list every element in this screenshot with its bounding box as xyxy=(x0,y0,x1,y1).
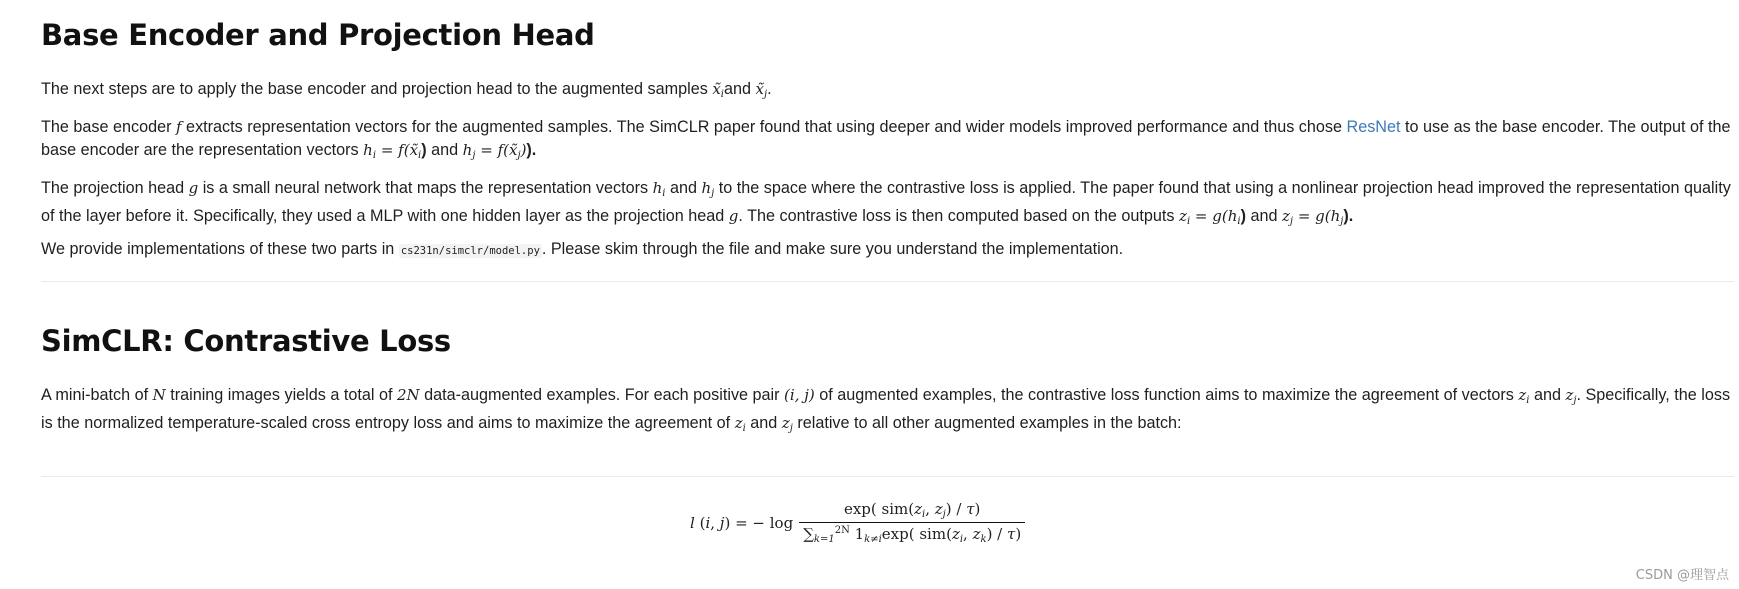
formula-denominator: $\sum_{k=1}^{2N}$ $1_{k\ne i}\exp$( $sim(z_i$, $z_k) / \tau$) xyxy=(799,522,1025,545)
paragraph-implementation: We provide implementations of these two parts in cs231n/simclr/model.py . Please skim through the file and make sure you understand the implementation. xyxy=(41,240,1124,258)
math-h-j-eq: $h_j$ = $f(x̃_j)$ xyxy=(462,141,527,161)
math-g: g xyxy=(188,179,199,197)
math-z-i-2: $z_i$ xyxy=(734,414,746,434)
math-z-i: $z_i$ xyxy=(1518,386,1530,406)
paragraph-contrastive-loss: A mini-batch of N training images yields a total of 2N data-augmented examples. For each positive pair (i, j) of augmented examples, the contrastive loss function aims to maximize the agreement of vectors $z_i$ and $z_j$. Specifically, the loss is the normalized temperature-scaled cross entropy loss and aims to maximize the agreement of $z_i$ and $z_j$ relative to all other augmented examples in the batch: xyxy=(41,386,1731,434)
resnet-link[interactable]: ResNet xyxy=(1346,118,1401,136)
watermark: CSDN @理智点 xyxy=(1635,568,1729,583)
loss-formula xyxy=(690,500,1025,545)
formula-fraction xyxy=(799,500,1025,545)
math-x-tilde-j: $x̃_j$ xyxy=(755,80,768,100)
math-pair: (i, j) xyxy=(784,386,815,404)
math-z-j: $z_j$ xyxy=(1565,386,1577,406)
math-z-j-2: $z_j$ xyxy=(781,414,793,434)
math-x-tilde-i: $x̃_i$ xyxy=(712,80,724,100)
math-N: N xyxy=(152,386,166,404)
math-h-i: $h_i$ xyxy=(652,179,666,199)
section-heading-contrastive-loss: SimCLR: Contrastive Loss xyxy=(41,324,451,358)
math-g-2: g xyxy=(728,207,739,225)
formula-numerator: exp( $sim(z_i$, $z_j) / \tau$) xyxy=(843,500,981,520)
paragraph-projection-head: The projection head g is a small neural network that maps the representation vectors $h_i$ and $h_j$ to the space where the contrastive loss is applied. The paper found that using a nonlinear projection head improved the representation quality of the layer before it. Specifically, they used a MLP with one hidden layer as the projection head g. The contrastive loss is then computed based on the outputs $z_i = g(h_i)$ and $z_j = g(h_j)$. xyxy=(41,179,1731,227)
formula-lhs: l (i, j) = − log xyxy=(690,513,794,532)
paragraph-intro: The next steps are to apply the base encoder and projection head to the augmented samples $x̃_iand$ $x̃_j$. xyxy=(41,80,772,100)
paragraph-base-encoder: The base encoder f extracts representation vectors for the augmented samples. The SimCLR paper found that using deeper and wider models improved performance and thus chose ResNet to use as the base encoder. The output of the base encoder are the representation vectors $h_i$ = $f(x̃_i)$ and $h_j$ = $f(x̃_j)$). xyxy=(41,118,1731,161)
math-f: f xyxy=(176,118,182,136)
code-path: cs231n/simclr/model.py xyxy=(400,245,540,257)
math-z-j-eq: $z_j = g(h_j$ xyxy=(1282,207,1344,227)
section-heading-base-encoder: Base Encoder and Projection Head xyxy=(41,18,595,52)
math-h-i-eq: $h_i$ = $f(x̃_i$ xyxy=(363,141,422,161)
section-divider xyxy=(41,281,1734,282)
formula-divider xyxy=(41,476,1734,477)
math-2N: 2N xyxy=(396,386,420,404)
math-h-j: $h_j$ xyxy=(701,179,715,199)
math-z-i-eq: $z_i = g(h_i$ xyxy=(1179,207,1241,227)
